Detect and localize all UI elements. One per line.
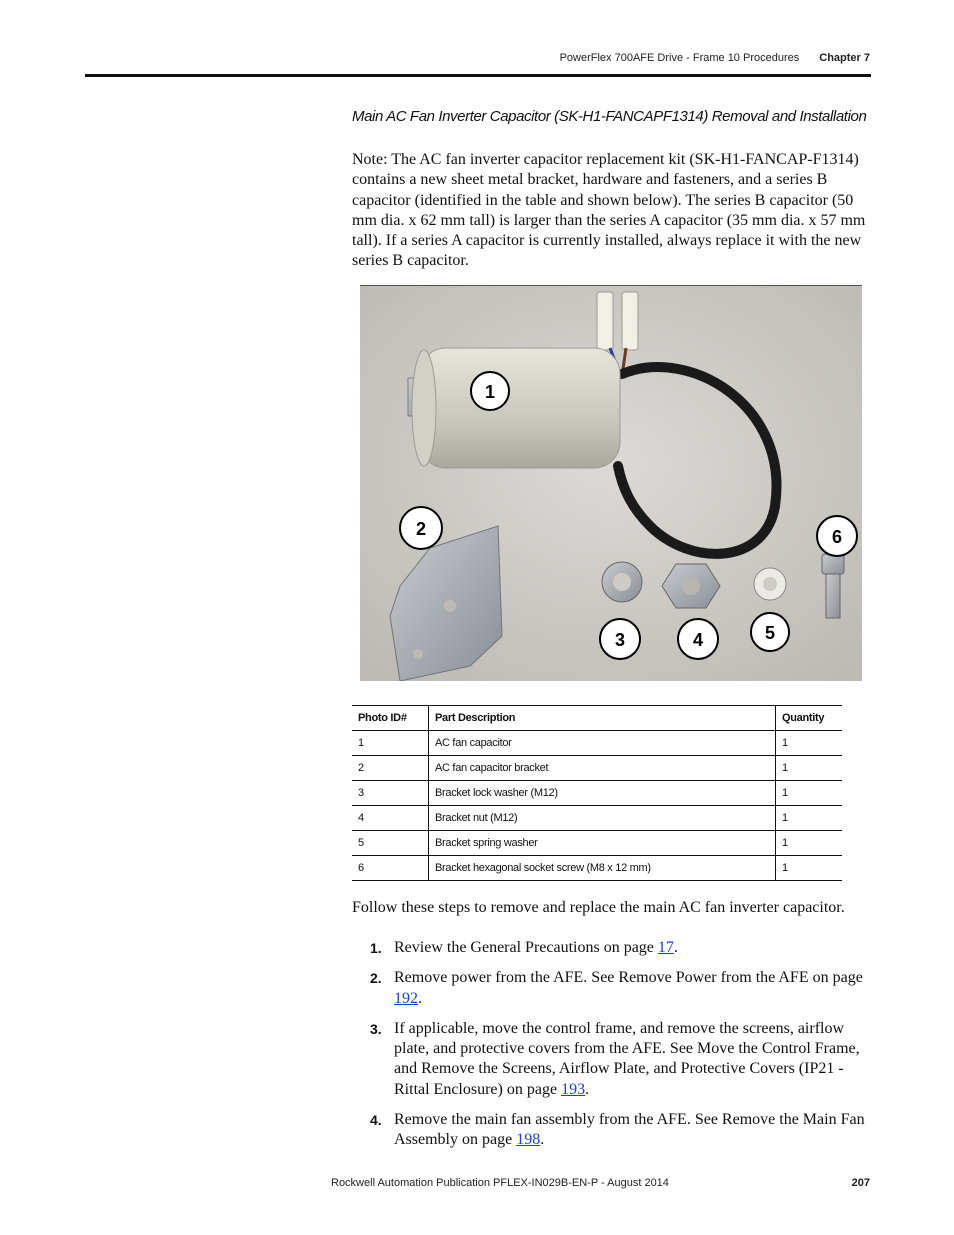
photo-id-cell: 2 [352,756,429,781]
page-link[interactable]: 192 [394,989,418,1007]
step-number: 4. [370,1112,382,1129]
callout-4 [678,619,718,659]
step-punct: . [585,1080,590,1098]
svg-text:2: 2 [415,519,427,539]
step-text: Remove power from the AFE. See Remove Power from the AFE on page [394,969,863,987]
step-punct: . [673,939,678,956]
photo-id-cell: 5 [352,831,429,856]
svg-text:5: 5 [764,623,776,643]
callout-3 [600,619,640,659]
step-punct: . [540,1131,545,1149]
step-number: 3. [370,1020,382,1037]
note-paragraph: Note: The AC fan inverter capacitor replacement kit (SK-H1-FANCAP-F1314) contains a new sheet metal bracket, hardware and fasteners, and a series B capacitor (identified in the table and shown below). The series B capacitor (50 mm dia. x 62 mm tall) is larger than the series A capacitor (35 mm dia. x 57 mm tall). If a series A capacitor is currently installed, always replace it with the new series B capacitor. [352,151,866,270]
photo-id-cell: 1 [352,731,429,756]
table-row [352,756,842,781]
section-title: Main AC Fan Inverter Capacitor (SK-H1-FANCAPF1314) Removal and Installation [352,108,867,125]
chapter-label: Chapter 7 [819,52,870,64]
page-link[interactable]: 17 [657,939,674,956]
step-text: Remove the main fan assembly from the AFE. See Remove the Main Fan Assembly on page [394,1111,865,1149]
quantity-cell: 1 [776,731,843,756]
running-header [560,52,870,64]
photo-id-cell: 6 [352,856,429,881]
col-part-description: Part Description [429,706,776,731]
quantity-cell: 1 [776,856,843,881]
svg-text:4: 4 [692,630,704,650]
callout-2 [400,507,442,549]
step-number: 2. [370,970,382,987]
svg-text:6: 6 [831,527,843,547]
table-row [352,781,842,806]
description-cell: Bracket spring washer [429,831,776,856]
step-item [352,938,872,958]
header-rule [85,74,871,77]
table-row [352,831,842,856]
table-header-row [352,706,842,731]
col-quantity: Quantity [776,706,843,731]
running-title: PowerFlex 700AFE Drive - Frame 10 Procedures [559,52,800,64]
parts-photo [360,285,862,681]
quantity-cell: 1 [776,806,843,831]
table-row [352,856,842,881]
description-cell: Bracket nut (M12) [429,806,776,831]
svg-text:1: 1 [484,382,496,402]
callout-1 [471,372,509,410]
quantity-cell: 1 [776,781,843,806]
callout-6 [817,516,857,556]
step-punct: . [418,989,422,1007]
step-item [352,1110,872,1151]
step-item [352,1019,872,1100]
step-text: Review the General Precautions on page [394,939,658,956]
description-cell: AC fan capacitor bracket [429,756,776,781]
photo-id-cell: 3 [352,781,429,806]
callout-5 [751,613,789,651]
svg-text:3: 3 [614,630,626,650]
description-cell: AC fan capacitor [429,731,776,756]
page-link[interactable]: 198 [516,1131,541,1149]
steps-list [352,938,872,1161]
quantity-cell: 1 [776,831,843,856]
step-text: If applicable, move the control frame, and remove the screens, airflow plate, and protective covers from the AFE. See Move the Control Frame, and Remove the Screens, Airflow Plate, and Protective Covers (IP21 - Rittal Enclosure) on page [394,1019,860,1098]
publication-info: Rockwell Automation Publication PFLEX-IN029B-EN-P - August 2014 [331,1177,669,1189]
table-row [352,731,842,756]
description-cell: Bracket hexagonal socket screw (M8 x 12 mm) [429,856,776,881]
page-link[interactable]: 193 [561,1080,586,1098]
step-number: 1. [370,940,382,956]
parts-table [352,705,842,881]
step-item [352,968,872,1009]
col-photo-id: Photo ID# [352,706,429,731]
steps-intro: Follow these steps to remove and replace the main AC fan inverter capacitor. [352,899,845,916]
table-row [352,806,842,831]
photo-id-cell: 4 [352,806,429,831]
description-cell: Bracket lock washer (M12) [429,781,776,806]
page-number: 207 [851,1177,870,1189]
quantity-cell: 1 [776,756,843,781]
